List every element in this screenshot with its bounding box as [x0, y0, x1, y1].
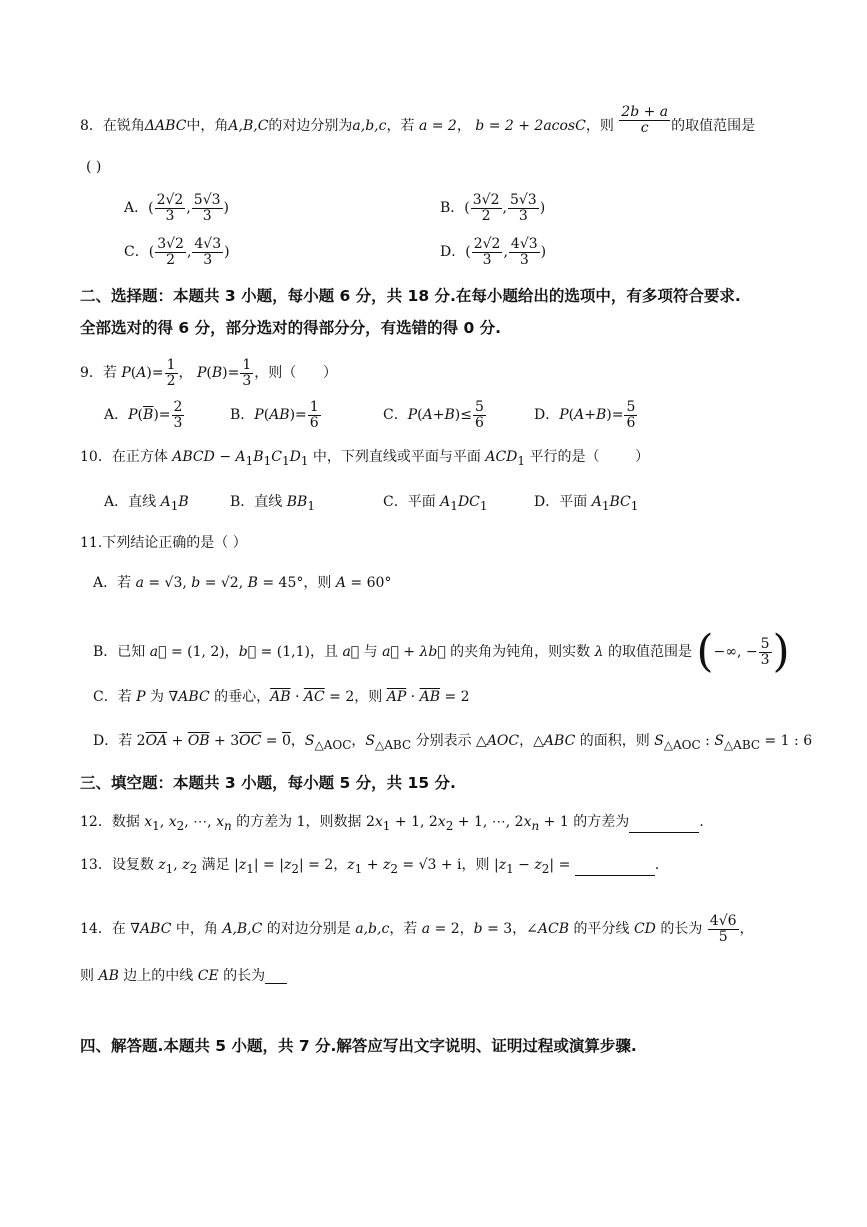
q8-option-b: B．( $\frac{3√2}{2}$ , $\frac{5√3}{3}$ ): [440, 192, 546, 224]
section3-heading: 三、填空题：本题共 3 小题，每小题 5 分，共 15 分.: [80, 774, 456, 792]
q8-option-a: A．( $\frac{2√2}{3}$ , $\frac{5√3}{3}$ ): [124, 192, 230, 224]
q12-answer-blank[interactable]: [629, 817, 699, 833]
q8-fraction: $\frac{2b + a}{c}$: [621, 104, 669, 136]
q9-option-c: C．P(A+B)≤ $\frac{5}{6}$: [383, 399, 484, 431]
q11-option-b: B．已知 a⃗ = (1, 2)，b⃗ = (1,1)，且 a⃗ 与 a⃗ + λb⃗ 的夹角为钝角，则实数 λ 的取值范围是 (−∞, − $\frac{5}{3}$ ): [93, 626, 790, 677]
q13-answer-blank[interactable]: [575, 860, 655, 876]
q8-answer-paren: ( ): [86, 159, 102, 175]
q10-stem: 10．在正方体 ABCD − $A_1B_1C_1D_1$ 中，下列直线或平面与平面 $ACD_1$ 平行的是（ ）: [80, 449, 650, 468]
q8-option-d: D．( $\frac{2√2}{3}$ , $\frac{4√3}{3}$ ): [440, 236, 547, 268]
q13-stem: 13．设复数 $z_1$, $z_2$ 满足 $|z_1| = |z_2| = 2$，$z_1 + z_2 = √3 + i$，则 $|z_1 - z_2|$ = .: [80, 857, 660, 876]
q12-stem: 12．数据 $x_1$, $x_2$, ⋯, $x_n$ 的方差为 1，则数据 $2x_1 + 1$, $2x_2 + 1$, ⋯, $2x_n + 1$ 的方差为 .: [80, 814, 704, 833]
q11-option-c: C．若 P 为 ∇ABC 的垂心，$\overline{AB} \cdot \overline{AC} = 2$，则 $\overline{AP} \cdot \overline{AB} = 2$: [93, 689, 470, 705]
q9-option-b: B．P(AB)= $\frac{1}{6}$: [230, 399, 319, 431]
q11-option-a: A．若 a = √3, b = √2, B = 45°，则 A = 60°: [93, 575, 392, 591]
q8-option-c: C．( $\frac{3√2}{2}$ , $\frac{4√3}{3}$ ): [124, 236, 230, 268]
q11-option-d: D．若 $2\overline{OA} + \overline{OB} + 3\overline{OC} = 0$，$S_{\triangle AOC}$，$S_{\triangle ABC}$ 分别表示 △AOC，△ABC 的面积，则 $S_{\triangle AOC}$ : $S_{\triangle ABC} = 1$ : 6: [93, 733, 813, 752]
section2-heading-line1: 二、选择题：本题共 3 小题，每小题 6 分，共 18 分.在每小题给出的选项中，有多项符合要求.: [80, 287, 741, 305]
q14-answer-blank[interactable]: [265, 968, 287, 984]
q9-stem: 9．若 P(A)= $\frac{1}{2}$ ， P(B)= $\frac{1}{3}$ ，则（ ）: [80, 357, 337, 389]
q9-option-a: A．$P(\overline{B})=$ $\frac{2}{3}$: [104, 399, 183, 431]
q10-option-a: A．直线 $A_1B$: [104, 494, 189, 513]
q11-stem: 11.下列结论正确的是（ ）: [80, 535, 247, 551]
q14-line2: 则 AB 边上的中线 CE 的长为: [80, 968, 287, 984]
q10-option-c: C．平面 $A_1DC_1$: [383, 494, 488, 513]
q14-line1: 14．在 ∇ABC 中，角 A,B,C 的对边分别是 a,b,c，若 a = 2，b = 3，∠ACB 的平分线 CD 的长为 $\frac{4√6}{5}$ ，: [80, 913, 754, 945]
section2-heading-line2: 全部选对的得 6 分，部分选对的得部分分，有选错的得 0 分.: [80, 319, 502, 337]
q14-fraction: $\frac{4√6}{5}$: [709, 913, 737, 945]
q10-option-d: D．平面 $A_1BC_1$: [534, 494, 639, 513]
section4-heading: 四、解答题.本题共 5 小题，共 7 分.解答应写出文字说明、证明过程或演算步骤.: [80, 1037, 637, 1055]
q9-option-d: D．P(A+B)= $\frac{5}{6}$: [534, 399, 636, 431]
q10-option-b: B．直线 $BB_1$: [230, 494, 315, 513]
q8-stem: 8．在锐角ΔABC中，角A,B,C的对边分别为a,b,c，若 a = 2， b = 2 + 2acosC，则 $\frac{2b + a}{c}$ 的取值范围是: [80, 104, 756, 136]
